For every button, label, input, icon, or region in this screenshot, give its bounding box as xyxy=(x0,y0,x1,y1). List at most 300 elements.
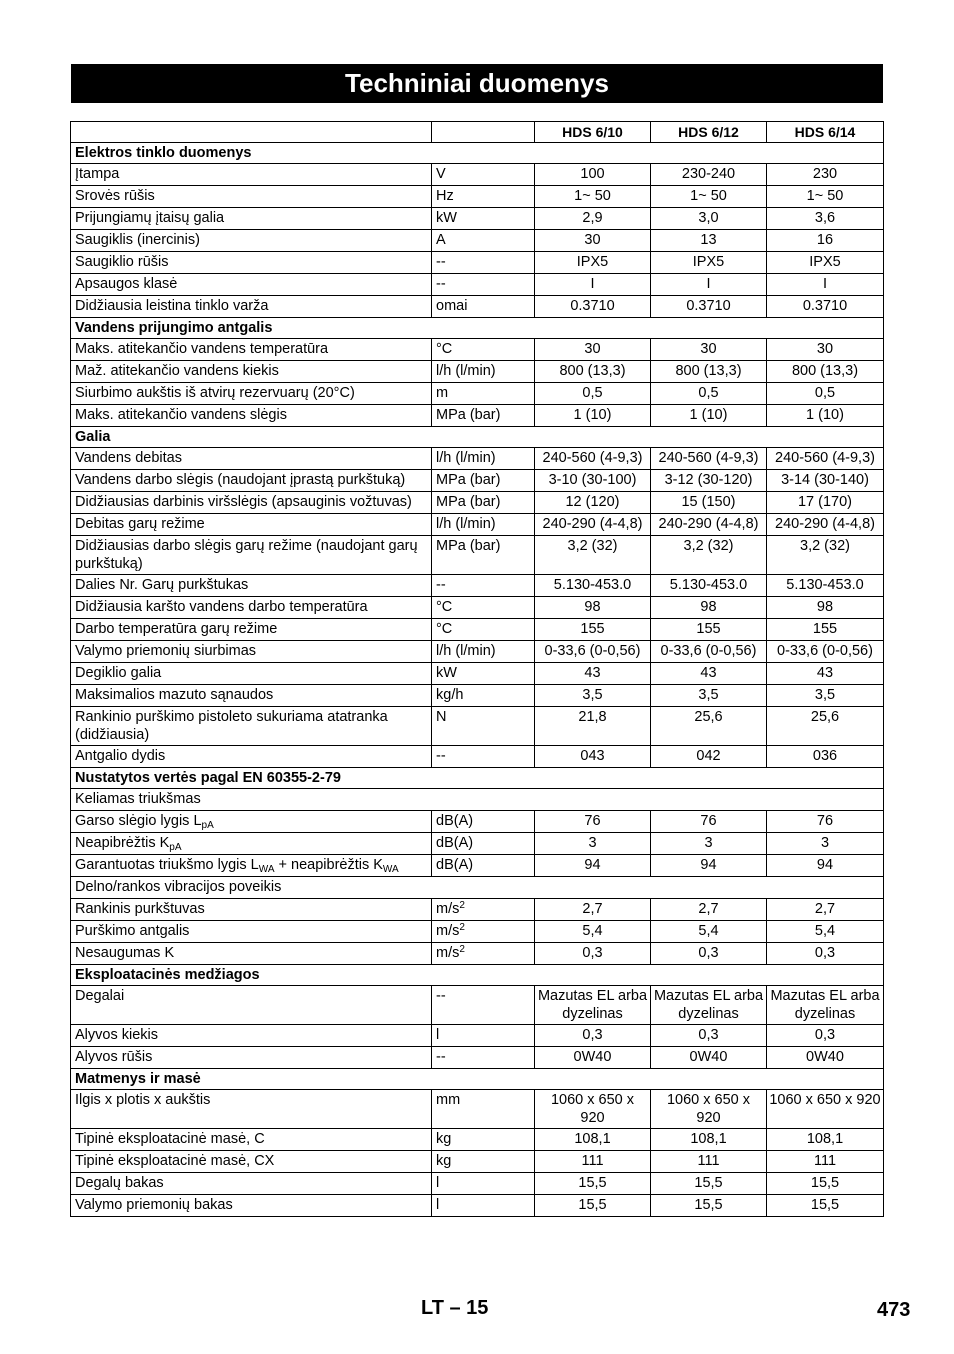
table-row xyxy=(71,921,884,943)
value-cell: 1~ 50 xyxy=(651,186,767,208)
table-row xyxy=(71,707,884,746)
label-text: Rankinis purkštuvas xyxy=(75,901,205,917)
unit-text: l/h (l/min) xyxy=(436,450,496,466)
value-cell: 3,0 xyxy=(651,208,767,230)
table-row xyxy=(71,641,884,663)
value-cell: 43 xyxy=(535,663,651,685)
value-cell: 76 xyxy=(535,811,651,833)
value-cell: 76 xyxy=(767,811,884,833)
unit-text: MPa (bar) xyxy=(436,407,501,423)
label-text: Maks. atitekančio vandens slėgis xyxy=(75,407,287,423)
value-cell: 0-33,6 (0-0,56) xyxy=(535,641,651,663)
parameter-label xyxy=(71,1047,432,1069)
value-cell: 3,5 xyxy=(651,685,767,707)
unit-cell xyxy=(432,685,535,707)
value-cell: 2,7 xyxy=(535,899,651,921)
unit-text: -- xyxy=(436,1049,446,1065)
value-cell: 15,5 xyxy=(651,1173,767,1195)
label-text: Degalai xyxy=(75,988,125,1004)
label-text: Prijungiamų įtaisų galia xyxy=(75,210,225,226)
value-cell: 3,5 xyxy=(767,685,884,707)
parameter-label xyxy=(71,448,432,470)
value-cell: 1~ 50 xyxy=(535,186,651,208)
label-text: Antgalio dydis xyxy=(75,748,166,764)
unit-cell xyxy=(432,296,535,318)
value-cell: 5,4 xyxy=(535,921,651,943)
value-cell: IPX5 xyxy=(767,252,884,274)
unit-cell xyxy=(432,536,535,575)
table-row xyxy=(71,448,884,470)
value-cell: 30 xyxy=(535,230,651,252)
table-row xyxy=(71,855,884,877)
value-cell: 0.3710 xyxy=(651,296,767,318)
value-cell: 0,5 xyxy=(535,383,651,405)
value-cell: 0,3 xyxy=(767,1025,884,1047)
value-cell: IPX5 xyxy=(651,252,767,274)
value-cell: 43 xyxy=(651,663,767,685)
unit-text: -- xyxy=(436,577,446,593)
value-cell: 3 xyxy=(651,833,767,855)
section-heading: Galia xyxy=(71,427,884,448)
unit-cell xyxy=(432,448,535,470)
subsection-row xyxy=(71,877,884,899)
unit-cell xyxy=(432,619,535,641)
value-cell: 0,3 xyxy=(535,943,651,965)
unit-cell xyxy=(432,575,535,597)
table-row xyxy=(71,619,884,641)
table-row xyxy=(71,514,884,536)
value-cell: 0,3 xyxy=(651,943,767,965)
unit-cell xyxy=(432,405,535,427)
technical-data-table xyxy=(70,121,884,1217)
table-row xyxy=(71,296,884,318)
value-cell: 3,2 (32) xyxy=(767,536,884,575)
unit-cell xyxy=(432,1151,535,1173)
unit-text: l xyxy=(436,1027,440,1043)
value-cell: 5,4 xyxy=(767,921,884,943)
unit-cell xyxy=(432,1090,535,1129)
table-row xyxy=(71,186,884,208)
value-cell: 0W40 xyxy=(651,1047,767,1069)
value-cell: 3,5 xyxy=(535,685,651,707)
value-cell: 2,7 xyxy=(767,899,884,921)
parameter-label xyxy=(71,1025,432,1047)
unit-cell xyxy=(432,833,535,855)
table-row xyxy=(71,1047,884,1069)
value-cell: 3-14 (30-140) xyxy=(767,470,884,492)
value-cell: 25,6 xyxy=(767,707,884,746)
value-cell: 98 xyxy=(767,597,884,619)
unit-text: -- xyxy=(436,276,446,292)
value-cell: Mazutas EL arba dyzelinas xyxy=(767,986,884,1025)
value-cell: 94 xyxy=(651,855,767,877)
unit-cell xyxy=(432,1173,535,1195)
unit-cell xyxy=(432,1195,535,1217)
section-heading-row xyxy=(71,965,884,986)
table-row xyxy=(71,746,884,768)
value-cell: 230-240 xyxy=(651,164,767,186)
unit-cell xyxy=(432,1129,535,1151)
parameter-label xyxy=(71,597,432,619)
value-cell: 1 (10) xyxy=(767,405,884,427)
value-cell: Mazutas EL arba dyzelinas xyxy=(535,986,651,1025)
value-cell: 15,5 xyxy=(767,1195,884,1217)
unit-cell xyxy=(432,641,535,663)
parameter-label xyxy=(71,811,432,833)
section-heading-row xyxy=(71,318,884,339)
unit-text: MPa (bar) xyxy=(436,494,501,510)
footer-page-number: 473 xyxy=(877,1299,911,1321)
value-cell: I xyxy=(651,274,767,296)
table-body xyxy=(71,122,884,1217)
parameter-label xyxy=(71,274,432,296)
value-cell: 5.130-453.0 xyxy=(535,575,651,597)
parameter-label xyxy=(71,1151,432,1173)
parameter-label xyxy=(71,575,432,597)
value-cell: 5,4 xyxy=(651,921,767,943)
unit-cell xyxy=(432,274,535,296)
parameter-label xyxy=(71,1129,432,1151)
value-cell: 3-12 (30-120) xyxy=(651,470,767,492)
label-text: Srovės rūšis xyxy=(75,188,155,204)
unit-text: kW xyxy=(436,665,457,681)
value-cell: 12 (120) xyxy=(535,492,651,514)
label-subscript: WA xyxy=(258,864,275,875)
unit-text: kW xyxy=(436,210,457,226)
table-row xyxy=(71,811,884,833)
unit-text: omai xyxy=(436,298,468,314)
table-row xyxy=(71,470,884,492)
value-cell: 15,5 xyxy=(767,1173,884,1195)
value-cell: 042 xyxy=(651,746,767,768)
label-text: Apsaugos klasė xyxy=(75,276,178,292)
unit-text: l xyxy=(436,1197,440,1213)
table-row xyxy=(71,663,884,685)
value-cell: 3 xyxy=(535,833,651,855)
unit-text: V xyxy=(436,166,446,182)
label-text: Degalų bakas xyxy=(75,1175,164,1191)
value-cell: 240-560 (4-9,3) xyxy=(535,448,651,470)
parameter-label xyxy=(71,208,432,230)
unit-cell xyxy=(432,230,535,252)
value-cell: 2,9 xyxy=(535,208,651,230)
value-cell: 800 (13,3) xyxy=(767,361,884,383)
label-text: Maks. atitekančio vandens temperatūra xyxy=(75,341,329,357)
unit-text: -- xyxy=(436,254,446,270)
value-cell: 240-290 (4-4,8) xyxy=(767,514,884,536)
parameter-label xyxy=(71,536,432,575)
table-row xyxy=(71,252,884,274)
parameter-label xyxy=(71,746,432,768)
header-label-cell xyxy=(71,122,432,143)
value-cell: 13 xyxy=(651,230,767,252)
label-text: Valymo priemonių bakas xyxy=(75,1197,233,1213)
unit-text: mm xyxy=(436,1092,461,1108)
table-row xyxy=(71,492,884,514)
label-text: Maksimalios mazuto sąnaudos xyxy=(75,687,274,703)
unit-cell xyxy=(432,164,535,186)
unit-text: kg xyxy=(436,1153,452,1169)
footer-language-page: LT – 15 xyxy=(421,1297,489,1319)
value-cell: 21,8 xyxy=(535,707,651,746)
unit-cell xyxy=(432,597,535,619)
column-header-hds-6-10: HDS 6/10 xyxy=(535,122,651,143)
value-cell: 30 xyxy=(767,339,884,361)
unit-text: m xyxy=(436,385,449,401)
value-cell: 0,3 xyxy=(651,1025,767,1047)
value-cell: 76 xyxy=(651,811,767,833)
parameter-label xyxy=(71,921,432,943)
label-subscript: pA xyxy=(201,820,214,831)
label-text: Įtampa xyxy=(75,166,120,182)
unit-cell xyxy=(432,339,535,361)
value-cell: 0W40 xyxy=(535,1047,651,1069)
section-heading: Eksploatacinės medžiagos xyxy=(71,965,884,986)
parameter-label xyxy=(71,492,432,514)
value-cell: 43 xyxy=(767,663,884,685)
value-cell: 1060 x 650 x 920 xyxy=(767,1090,884,1129)
label-text: Saugiklio rūšis xyxy=(75,254,169,270)
unit-text: dB(A) xyxy=(436,835,474,851)
unit-text: MPa (bar) xyxy=(436,472,501,488)
table-row xyxy=(71,1173,884,1195)
table-row xyxy=(71,685,884,707)
value-cell: 0W40 xyxy=(767,1047,884,1069)
parameter-label xyxy=(71,339,432,361)
value-cell: I xyxy=(535,274,651,296)
section-heading: Nustatytos vertės pagal EN 60355-2-79 xyxy=(71,768,884,789)
value-cell: 3,6 xyxy=(767,208,884,230)
parameter-label xyxy=(71,833,432,855)
unit-cell xyxy=(432,514,535,536)
table-row xyxy=(71,986,884,1025)
value-cell: 5.130-453.0 xyxy=(651,575,767,597)
table-row xyxy=(71,1025,884,1047)
value-cell: 036 xyxy=(767,746,884,768)
parameter-label xyxy=(71,641,432,663)
value-cell: 155 xyxy=(767,619,884,641)
section-heading-row xyxy=(71,143,884,164)
table-row xyxy=(71,833,884,855)
label-text: Vandens darbo slėgis (naudojant įprastą purkštuką) xyxy=(75,472,406,488)
unit-text: MPa (bar) xyxy=(436,538,501,554)
unit-cell xyxy=(432,707,535,746)
table-row xyxy=(71,575,884,597)
label-text: Vandens debitas xyxy=(75,450,182,466)
value-cell: 17 (170) xyxy=(767,492,884,514)
value-cell: 15,5 xyxy=(651,1195,767,1217)
unit-text: m/s xyxy=(436,923,460,939)
table-row xyxy=(71,1090,884,1129)
unit-text: °C xyxy=(436,341,453,357)
column-header-hds-6-14: HDS 6/14 xyxy=(767,122,884,143)
table-row xyxy=(71,208,884,230)
parameter-label xyxy=(71,663,432,685)
label-text: Saugiklis (inercinis) xyxy=(75,232,200,248)
value-cell: 240-560 (4-9,3) xyxy=(651,448,767,470)
unit-cell xyxy=(432,746,535,768)
value-cell: 240-560 (4-9,3) xyxy=(767,448,884,470)
unit-text: -- xyxy=(436,748,446,764)
value-cell: 240-290 (4-4,8) xyxy=(535,514,651,536)
value-cell: 2,7 xyxy=(651,899,767,921)
value-cell: 3,2 (32) xyxy=(651,536,767,575)
table-row xyxy=(71,1195,884,1217)
unit-cell xyxy=(432,492,535,514)
value-cell: I xyxy=(767,274,884,296)
value-cell: 800 (13,3) xyxy=(651,361,767,383)
value-cell: 108,1 xyxy=(651,1129,767,1151)
section-heading: Elektros tinklo duomenys xyxy=(71,143,884,164)
label-text: Alyvos rūšis xyxy=(75,1049,153,1065)
value-cell: 30 xyxy=(535,339,651,361)
unit-cell xyxy=(432,470,535,492)
value-cell: 0,5 xyxy=(767,383,884,405)
value-cell: 0,3 xyxy=(767,943,884,965)
value-cell: 1~ 50 xyxy=(767,186,884,208)
unit-cell xyxy=(432,1047,535,1069)
unit-text: -- xyxy=(436,988,446,1004)
unit-cell xyxy=(432,986,535,1025)
value-cell: 15,5 xyxy=(535,1173,651,1195)
value-cell: 0,3 xyxy=(535,1025,651,1047)
label-text: Garso slėgio lygis L xyxy=(75,813,202,829)
value-cell: 043 xyxy=(535,746,651,768)
unit-cell xyxy=(432,943,535,965)
label-text: Purškimo antgalis xyxy=(75,923,190,939)
value-cell: Mazutas EL arba dyzelinas xyxy=(651,986,767,1025)
parameter-label xyxy=(71,405,432,427)
unit-text: l xyxy=(436,1175,440,1191)
parameter-label xyxy=(71,1173,432,1195)
parameter-label xyxy=(71,252,432,274)
value-cell: 230 xyxy=(767,164,884,186)
value-cell: 155 xyxy=(651,619,767,641)
value-cell: 98 xyxy=(535,597,651,619)
unit-text: dB(A) xyxy=(436,857,474,873)
unit-text: °C xyxy=(436,621,453,637)
label-text: Dalies Nr. Garų purkštukas xyxy=(75,577,249,593)
unit-superscript: 2 xyxy=(459,944,465,955)
value-cell: 1060 x 650 x 920 xyxy=(535,1090,651,1129)
unit-text: A xyxy=(436,232,446,248)
label-text: Debitas garų režime xyxy=(75,516,205,532)
unit-text: Hz xyxy=(436,188,454,204)
value-cell: 0,5 xyxy=(651,383,767,405)
value-cell: 5.130-453.0 xyxy=(767,575,884,597)
label-subscript: pA xyxy=(169,842,182,853)
value-cell: 15 (150) xyxy=(651,492,767,514)
parameter-label xyxy=(71,164,432,186)
label-text: Didžiausias darbo slėgis garų režime (naudojant garų purkštuką) xyxy=(75,538,418,572)
label-text: Rankinio purškimo pistoleto sukuriama atatranka (didžiausia) xyxy=(75,709,388,743)
table-header-row xyxy=(71,122,884,143)
table-row xyxy=(71,383,884,405)
section-heading-row xyxy=(71,427,884,448)
table-row xyxy=(71,943,884,965)
label-text: Alyvos kiekis xyxy=(75,1027,158,1043)
value-cell: 0-33,6 (0-0,56) xyxy=(651,641,767,663)
value-cell: 94 xyxy=(535,855,651,877)
table-row xyxy=(71,339,884,361)
column-header-hds-6-12: HDS 6/12 xyxy=(651,122,767,143)
label-text: Degiklio galia xyxy=(75,665,162,681)
value-cell: 0.3710 xyxy=(767,296,884,318)
value-cell: 108,1 xyxy=(767,1129,884,1151)
parameter-label xyxy=(71,1195,432,1217)
label-text: Didžiausia karšto vandens darbo temperatūra xyxy=(75,599,368,615)
unit-cell xyxy=(432,663,535,685)
parameter-label xyxy=(71,943,432,965)
value-cell: 3 xyxy=(767,833,884,855)
unit-text: l/h (l/min) xyxy=(436,643,496,659)
label-text: Tipinė eksploatacinė masė, CX xyxy=(75,1153,275,1169)
unit-text: m/s xyxy=(436,901,460,917)
parameter-label xyxy=(71,361,432,383)
parameter-label xyxy=(71,855,432,877)
table-row xyxy=(71,405,884,427)
value-cell: 100 xyxy=(535,164,651,186)
unit-superscript: 2 xyxy=(459,900,465,911)
parameter-label xyxy=(71,986,432,1025)
unit-superscript: 2 xyxy=(459,922,465,933)
parameter-label xyxy=(71,514,432,536)
subsection-heading: Keliamas triukšmas xyxy=(71,789,884,811)
label-text: Garantuotas triukšmo lygis L xyxy=(75,857,259,873)
subsection-heading: Delno/rankos vibracijos poveikis xyxy=(71,877,884,899)
table-row xyxy=(71,274,884,296)
value-cell: 16 xyxy=(767,230,884,252)
parameter-label xyxy=(71,707,432,746)
label-text: Tipinė eksploatacinė masė, C xyxy=(75,1131,265,1147)
table-row xyxy=(71,899,884,921)
subsection-row xyxy=(71,789,884,811)
value-cell: 800 (13,3) xyxy=(535,361,651,383)
label-text-tail: + neapibrėžtis K xyxy=(274,857,383,873)
value-cell: 111 xyxy=(651,1151,767,1173)
value-cell: 1060 x 650 x 920 xyxy=(651,1090,767,1129)
unit-text: l/h (l/min) xyxy=(436,363,496,379)
value-cell: 108,1 xyxy=(535,1129,651,1151)
parameter-label xyxy=(71,186,432,208)
section-heading: Matmenys ir masė xyxy=(71,1069,884,1090)
value-cell: 111 xyxy=(767,1151,884,1173)
value-cell: 0.3710 xyxy=(535,296,651,318)
section-heading: Vandens prijungimo antgalis xyxy=(71,318,884,339)
label-text: Ilgis x plotis x aukštis xyxy=(75,1092,211,1108)
label-text: Siurbimo aukštis iš atvirų rezervuarų (20°C) xyxy=(75,385,355,401)
parameter-label xyxy=(71,296,432,318)
label-text: Didžiausia leistina tinklo varža xyxy=(75,298,269,314)
unit-text: kg/h xyxy=(436,687,464,703)
parameter-label xyxy=(71,230,432,252)
label-text: Didžiausias darbinis viršslėgis (apsauginis vožtuvas) xyxy=(75,494,412,510)
value-cell: 15,5 xyxy=(535,1195,651,1217)
page-title: Techniniai duomenys xyxy=(71,64,883,103)
unit-cell xyxy=(432,361,535,383)
label-text: Maž. atitekančio vandens kiekis xyxy=(75,363,279,379)
value-cell: 1 (10) xyxy=(535,405,651,427)
unit-cell xyxy=(432,921,535,943)
value-cell: 0-33,6 (0-0,56) xyxy=(767,641,884,663)
unit-cell xyxy=(432,811,535,833)
value-cell: 111 xyxy=(535,1151,651,1173)
unit-cell xyxy=(432,252,535,274)
value-cell: 1 (10) xyxy=(651,405,767,427)
label-text: Neapibrėžtis K xyxy=(75,835,170,851)
parameter-label xyxy=(71,1090,432,1129)
parameter-label xyxy=(71,470,432,492)
